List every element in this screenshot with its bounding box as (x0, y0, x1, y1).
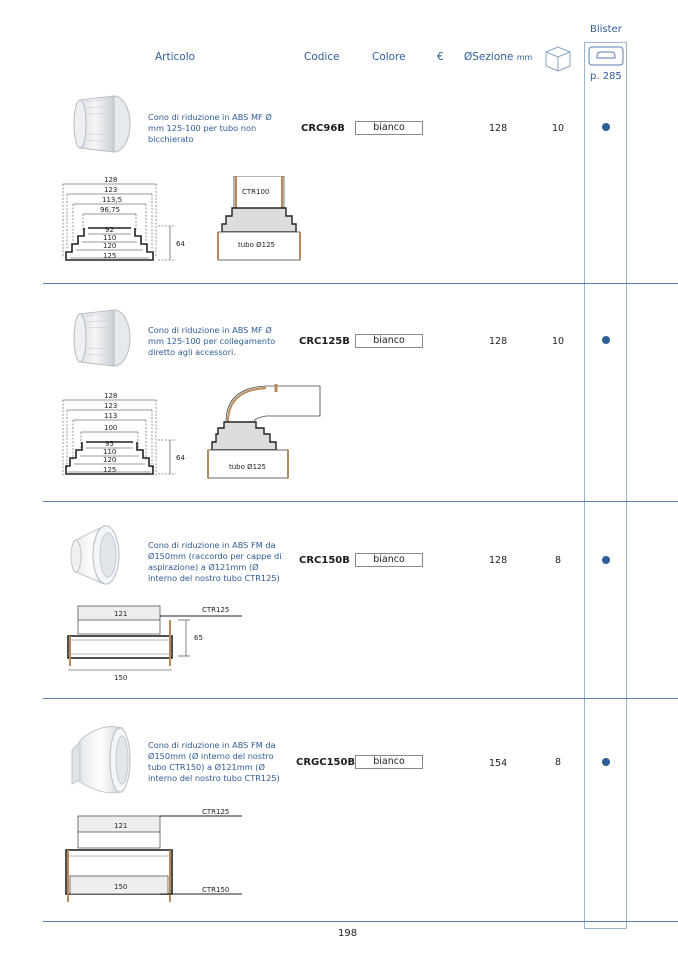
header-sezione-label: ØSezione (464, 51, 514, 63)
dim-label: 92 (105, 226, 114, 234)
product-pack: 10 (552, 123, 565, 134)
section-separator (43, 698, 678, 699)
pipe-label: CTR125 (202, 808, 230, 816)
product-photo-crgc150b (62, 720, 136, 798)
header-colore: Colore (372, 51, 406, 63)
dim-label: 121 (114, 610, 128, 618)
product-pack: 8 (555, 757, 562, 768)
blister-available-dot (602, 123, 610, 131)
blister-header: Blister (590, 24, 622, 35)
dim-label: 125 (103, 252, 117, 260)
product-description: Cono di riduzione in ABS MF Ø mm 125-100 per tubo non bicchierato (148, 112, 272, 144)
dim-label: 120 (103, 456, 117, 464)
product-code: CRC150B (299, 555, 350, 566)
blister-available-dot (602, 336, 610, 344)
dim-label: 128 (104, 392, 118, 400)
technical-drawing-crgc150b (60, 806, 250, 906)
dim-label: 121 (114, 822, 128, 830)
dim-height: 64 (176, 240, 185, 248)
product-pack: 8 (555, 555, 562, 566)
section-separator (43, 501, 678, 502)
product-code: CRC125B (299, 336, 350, 347)
header-sezione-unit: mm (516, 53, 533, 62)
product-description: Cono di riduzione in ABS MF Ø mm 125-100 per collegamento diretto agli accessori. (148, 325, 276, 357)
section-separator (43, 921, 678, 922)
product-code: CRGC150B (296, 757, 356, 768)
pipe-label: CTR100 (242, 188, 270, 196)
dim-height: 65 (194, 634, 203, 642)
dim-label: 110 (103, 234, 117, 242)
product-color: bianco (355, 121, 423, 135)
product-color: bianco (355, 553, 423, 567)
product-photo-crc125b (70, 308, 134, 372)
installation-drawing-crc125b (204, 382, 324, 482)
dim-label: 110 (103, 448, 117, 456)
product-pack: 10 (552, 336, 565, 347)
dim-label: 128 (104, 176, 118, 184)
dim-label: 95 (105, 440, 114, 448)
blister-page-ref: p. 285 (590, 71, 622, 82)
header-sezione (464, 51, 532, 63)
blister-available-dot (602, 556, 610, 564)
product-color: bianco (355, 755, 423, 769)
dim-label: 120 (103, 242, 117, 250)
dim-label: 125 (103, 466, 117, 474)
dim-label: 113 (104, 412, 118, 420)
header-articolo: Articolo (155, 51, 196, 63)
pipe-label: tubo Ø125 (238, 241, 276, 249)
blister-column (584, 42, 627, 929)
product-code: CRC96B (301, 123, 345, 134)
header-euro: € (437, 51, 444, 63)
dim-height: 64 (176, 454, 185, 462)
pipe-label: CTR125 (202, 606, 230, 614)
technical-drawing-crc125b (58, 390, 193, 482)
pipe-label: CTR150 (202, 886, 230, 894)
product-section: 128 (489, 336, 508, 347)
product-description: Cono di riduzione in ABS FM da Ø150mm (raccordo per cappe di aspirazione) a Ø121mm (Ø interno del nostro tubo CTR125) (148, 540, 282, 583)
dim-label: 100 (104, 424, 118, 432)
blister-hook-icon (588, 46, 624, 66)
section-separator (43, 283, 678, 284)
page-number: 198 (338, 928, 358, 939)
box-icon (543, 44, 573, 72)
product-photo-crc150b (64, 520, 134, 590)
dim-label: 113,5 (102, 196, 123, 204)
product-photo-crc96b (70, 94, 134, 158)
dim-label: 96,75 (100, 206, 121, 214)
blister-available-dot (602, 758, 610, 766)
dim-label: 123 (104, 186, 118, 194)
dim-label: 123 (104, 402, 118, 410)
product-section: 154 (489, 758, 508, 769)
header-codice: Codice (304, 51, 340, 63)
technical-drawing-crc96b (58, 172, 193, 264)
product-description: Cono di riduzione in ABS FM da Ø150mm (Ø interno del nostro tubo CTR150) a Ø121mm (Ø interno del nostro tubo CTR125) (148, 740, 280, 783)
dim-label: 150 (114, 883, 128, 891)
dim-label: 150 (114, 674, 128, 682)
pipe-label: tubo Ø125 (229, 463, 267, 471)
product-color: bianco (355, 334, 423, 348)
installation-drawing-crc96b (212, 176, 304, 262)
product-section: 128 (489, 123, 508, 134)
technical-drawing-crc150b (60, 600, 250, 686)
product-section: 128 (489, 555, 508, 566)
